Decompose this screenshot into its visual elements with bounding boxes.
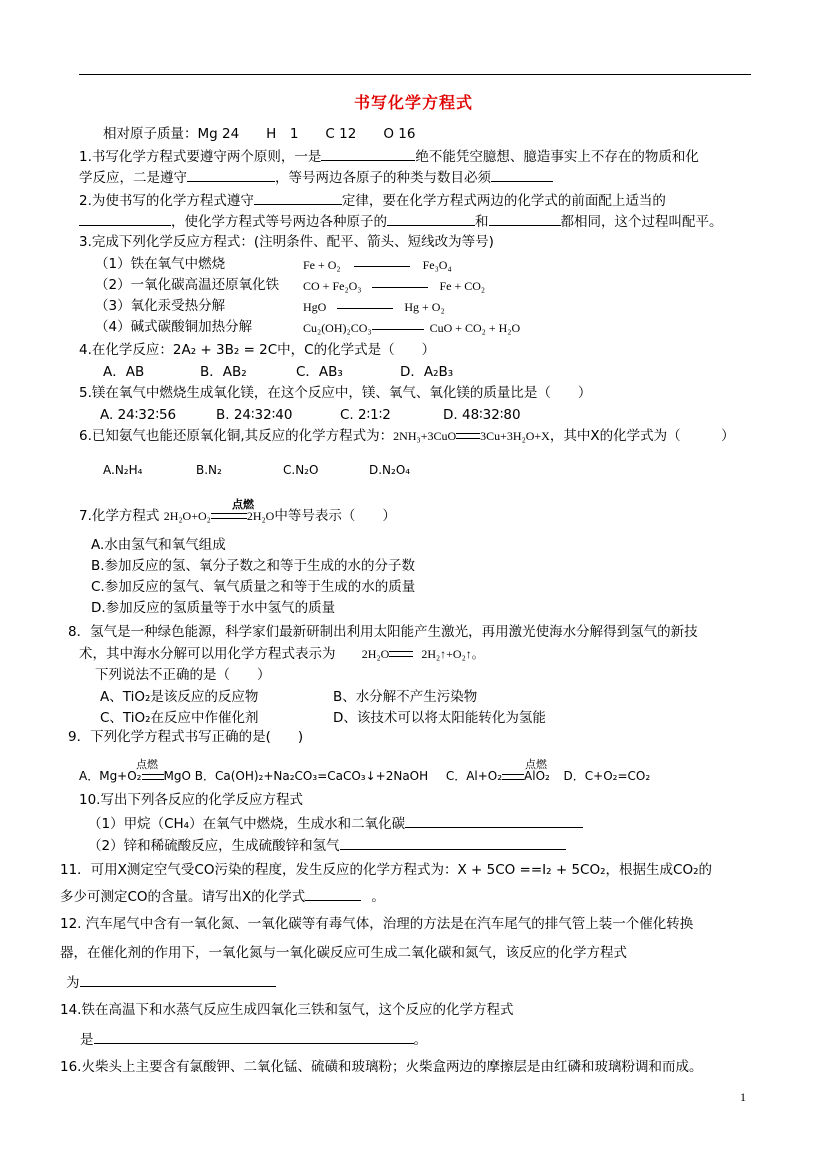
q8-line2	[79, 645, 484, 663]
q5-option-a[interactable]: A. 24∶32∶56	[100, 407, 177, 423]
q1-text-b: 绝不能凭空臆想、臆造事实上不存在的物质和化	[415, 149, 699, 165]
q14-line2-end: 。	[413, 1032, 427, 1048]
q6-option-a[interactable]: A.N₂H₄	[103, 463, 143, 477]
q3-item3-eq	[303, 298, 445, 316]
q1-text-a: 1.书写化学方程式要遵守两个原则，一是	[79, 149, 322, 165]
page-title: 书写化学方程式	[353, 93, 473, 112]
q10-item2-blank[interactable]	[340, 835, 566, 850]
q9-option-a-equals	[142, 774, 164, 780]
q2-line2	[79, 211, 723, 231]
q9-option-c-right: AlO₂	[524, 769, 550, 783]
q9-option-b[interactable]: B．Ca(OH)₂+Na₂CO₃=CaCO₃↓+2NaOH	[194, 769, 429, 783]
q14-blank[interactable]	[94, 1029, 414, 1044]
q7-option-d[interactable]: D.参加反应的氢质量等于水中氢气的质量	[91, 600, 336, 616]
q11-blank[interactable]	[305, 886, 361, 901]
q7-option-c[interactable]: C.参加反应的氢气、氧气质量之和等于生成的水的质量	[91, 579, 416, 595]
q9-option-d[interactable]: D．C+O₂=CO₂	[563, 769, 651, 783]
q3-item1-right: Fe₃O₄	[422, 258, 452, 272]
q4-option-a[interactable]: A．AB	[103, 364, 145, 380]
q3-item2-line	[372, 287, 428, 288]
q2-blank-2[interactable]	[79, 211, 171, 226]
q10-stem: 10.写出下列各反应的化学反应方程式	[79, 792, 303, 808]
q10-item2	[88, 835, 566, 855]
q6-equals	[456, 433, 480, 439]
q14-line2-text: 是	[80, 1032, 94, 1048]
q7-equals	[211, 513, 247, 519]
q5-option-b[interactable]: B. 24∶32∶40	[216, 407, 293, 423]
q11-line2	[60, 886, 385, 906]
q5-stem: 5.镁在氧气中燃烧生成氧化镁，在这个反应中，镁、氧气、氧化镁的质量比是（ ）	[79, 385, 592, 401]
q11-line1: 11．可用X测定空气受CO污染的程度，发生反应的化学方程式为：X + 5CO ==I₂ + 5CO₂，根据生成CO₂的	[60, 862, 712, 878]
q1-line2	[79, 167, 553, 187]
q9-option-c-equals	[502, 774, 524, 780]
q3-intro: 3.完成下列化学反应方程式：(注明条件、配平、箭头、短线改为等号)	[79, 234, 494, 250]
q9-option-a-left: A．Mg+O₂	[79, 769, 142, 783]
q3-item2-eq	[303, 277, 485, 295]
q1-line1	[79, 146, 699, 166]
q1-blank-3[interactable]	[491, 167, 553, 182]
q6-stem-b: ，其中X的化学式为（ ）	[549, 428, 735, 444]
q3-item3-label: （3）氧化汞受热分解	[95, 298, 226, 314]
q10-item1-blank[interactable]	[405, 813, 583, 828]
q9-condition-a: 点燃	[136, 758, 158, 771]
q8-eq-left: 2H₂O	[361, 647, 390, 661]
q8-line3: 下列说法不正确的是（ ）	[95, 667, 271, 683]
q2-blank-3[interactable]	[387, 211, 475, 226]
q12-line3-text: 为	[66, 975, 80, 991]
q1-blank-2[interactable]	[187, 167, 275, 182]
q10-item1	[88, 813, 583, 833]
q1-blank-1[interactable]	[321, 146, 415, 161]
q3-item1-eq	[303, 256, 452, 274]
q8-option-d[interactable]: D、该技术可以将太阳能转化为氢能	[333, 710, 546, 726]
q7-option-a[interactable]: A.水由氢气和氧气组成	[91, 537, 226, 553]
q12-line1: 12. 汽车尾气中含有一氧化氮、一氧化碳等有毒气体，治理的方法是在汽车尾气的排气管上装一个催化转换	[60, 916, 694, 932]
q6-eq-right: 3Cu+3H₂O+X	[480, 429, 550, 443]
q6-option-c[interactable]: C.N₂O	[283, 463, 319, 477]
q8-line1: 8．氢气是一种绿色能源，科学家们最新研制出利用太阳能产生激光，再用激光使海水分解得到氢气的新技	[68, 624, 698, 640]
q2-line1	[79, 190, 666, 210]
q10-item2-text: （2）锌和稀硫酸反应，生成硫酸锌和氢气	[88, 838, 340, 854]
q2-text-c: ，使化学方程式等号两边各种原子的	[171, 214, 387, 230]
page-number: 1	[740, 1090, 746, 1104]
q7-condition: 点燃	[232, 498, 254, 511]
q11-line2-text: 多少可测定CO的含量。请写出X的化学式	[60, 889, 306, 905]
q7-option-b[interactable]: B.参加反应的氢、氧分子数之和等于生成的水的分子数	[91, 558, 416, 574]
q6-stem-a: 6.已知氨气也能还原氧化铜,其反应的化学方程式为：	[79, 428, 394, 444]
q8-option-c[interactable]: C、TiO₂在反应中作催化剂	[100, 710, 259, 726]
q6-option-d[interactable]: D.N₂O₄	[369, 463, 411, 477]
q9-options	[79, 767, 650, 785]
q16-line1: 16.火柴头上主要含有氯酸钾、二氧化锰、硫磺和玻璃粉；火柴盒两边的摩擦层是由红磷和玻璃粉调和而成。	[60, 1059, 703, 1075]
q9-stem: 9．下列化学方程式书写正确的是( )	[68, 729, 304, 745]
q1-text-c: 学反应，二是遵守	[79, 170, 187, 186]
q11-line2-end: 。	[371, 889, 385, 905]
q5-option-c[interactable]: C. 2∶1∶2	[340, 407, 391, 423]
q8-option-b[interactable]: B、水分解不产生污染物	[333, 689, 478, 705]
q2-blank-4[interactable]	[489, 211, 561, 226]
q2-text-d: 和	[475, 214, 489, 230]
q6-option-b[interactable]: B.N₂	[196, 463, 222, 477]
q7-eq-left: 2H₂O+O₂	[163, 509, 211, 523]
q12-line2: 器，在催化剂的作用下，一氧化氮与一氧化碳反应可生成二氧化碳和氮气，该反应的化学方程式	[60, 945, 627, 961]
q2-blank-1[interactable]	[254, 190, 342, 205]
q10-item1-text: （1）甲烷（CH₄）在氧气中燃烧，生成水和二氧化碳	[88, 816, 406, 832]
q1-text-d: ，等号两边各原子的种类与数目必须	[275, 170, 491, 186]
q7-stem-a: 7.化学方程式	[79, 508, 160, 524]
q3-item2-label: （2）一氧化碳高温还原氧化铁	[95, 277, 280, 293]
q8-equals	[389, 651, 413, 657]
q3-item4-left: Cu₂(OH)₂CO₃	[303, 321, 372, 335]
q3-item1-label: （1）铁在氧气中燃烧	[95, 256, 226, 272]
q6-eq-left: 2NH₃+3CuO	[393, 429, 457, 443]
q3-item2-right: Fe + CO₂	[439, 279, 486, 293]
q14-line2	[80, 1029, 427, 1049]
q4-option-c[interactable]: C．AB₃	[296, 364, 343, 380]
q12-line3	[66, 972, 276, 992]
q2-text-e: 都相同，这个过程叫配平。	[560, 214, 723, 230]
q2-text-b: 定律，要在化学方程式两边的化学式的前面配上适当的	[341, 193, 666, 209]
q9-option-a[interactable]	[79, 769, 191, 783]
q3-item3-right: Hg + O₂	[404, 300, 445, 314]
q4-option-b[interactable]: B．AB₂	[200, 364, 247, 380]
q9-condition-c: 点燃	[525, 758, 547, 771]
q3-item1-line	[354, 266, 410, 267]
q4-stem: 4.在化学反应：2A₂ + 3B₂ = 2C中，C的化学式是（ ）	[79, 342, 436, 358]
q3-item4-right: CuO + CO₂ + H₂O	[429, 321, 521, 335]
q3-item3-line	[337, 308, 393, 309]
atomic-mass-line: 相对原子质量：Mg 24 H 1 C 12 O 16	[103, 126, 416, 142]
q8-eq-right: 2H₂↑+O₂↑。	[421, 647, 484, 661]
q3-item4-eq	[303, 319, 520, 337]
q8-option-a[interactable]: A、TiO₂是该反应的反应物	[100, 689, 259, 705]
q12-blank[interactable]	[80, 972, 276, 987]
q4-option-d[interactable]: D．A₂B₃	[400, 364, 454, 380]
q9-option-c-left: C．Al+O₂	[445, 769, 503, 783]
q2-text-a: 2.为使书写的化学方程式遵守	[79, 193, 254, 209]
q7-stem-b: 中等号表示（ ）	[274, 508, 396, 524]
q9-option-a-right: MgO	[163, 769, 191, 783]
q5-option-d[interactable]: D. 48∶32∶80	[443, 407, 521, 423]
q9-option-c[interactable]	[446, 769, 550, 783]
q3-item4-label: （4）碱式碳酸铜加热分解	[95, 319, 253, 335]
q7-eq-right: 2H₂O	[246, 509, 275, 523]
q3-item1-left: Fe + O₂	[303, 258, 341, 272]
q3-item3-left: HgO	[303, 300, 327, 314]
q8-line2-text: 术，其中海水分解可以用化学方程式表示为	[79, 646, 336, 662]
header-rule	[79, 74, 751, 75]
q7-stem	[79, 507, 396, 525]
q14-line1: 14.铁在高温下和水蒸气反应生成四氧化三铁和氢气，这个反应的化学方程式	[60, 1002, 514, 1018]
q3-item2-left: CO + Fe₂O₃	[303, 279, 362, 293]
q6-stem	[79, 427, 735, 445]
q3-item4-line	[372, 329, 424, 330]
